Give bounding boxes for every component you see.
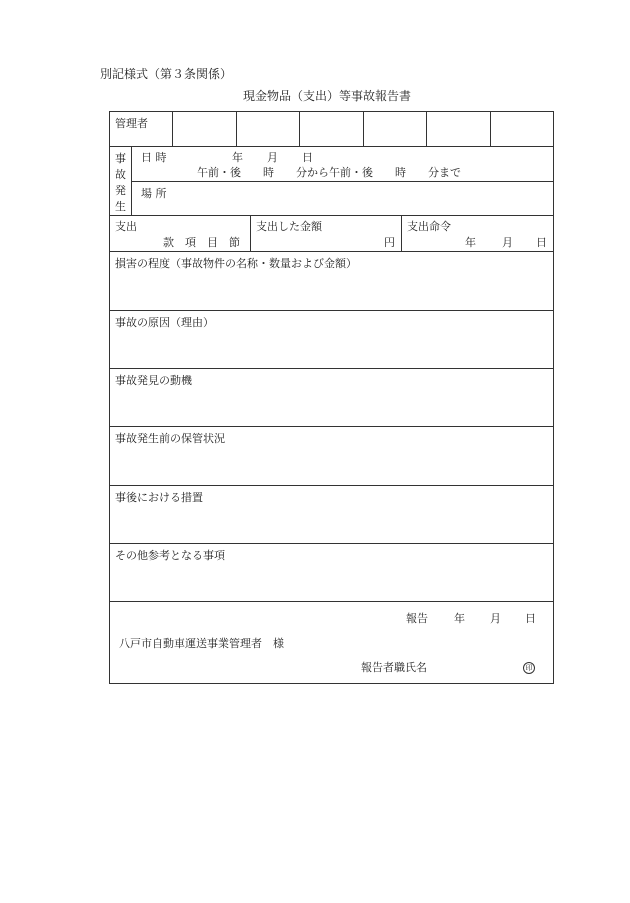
report-year: 年	[454, 612, 465, 625]
section-other-label: その他参考となる事項	[115, 549, 225, 562]
row-divider	[109, 601, 554, 602]
order-year: 年	[465, 236, 476, 249]
section-damage-label: 損害の程度（事故物件の名称・数量および金額）	[115, 257, 357, 270]
manager-cell[interactable]	[237, 112, 298, 145]
place-field[interactable]	[175, 182, 553, 214]
incident-side-char: 発	[115, 184, 126, 197]
order-field[interactable]	[402, 232, 553, 250]
row-divider	[109, 485, 554, 486]
datetime-month: 月	[267, 151, 278, 164]
amount-field[interactable]	[251, 232, 400, 250]
order-day: 日	[536, 236, 547, 249]
section-storage-field[interactable]	[110, 447, 553, 484]
expenditure-categories: 款 項 目 節	[163, 236, 240, 249]
reporter-label: 報告者職氏名	[361, 661, 427, 674]
incident-side-char: 生	[115, 200, 126, 213]
incident-side-char: 事	[115, 152, 126, 165]
row-divider	[109, 368, 554, 369]
manager-cell[interactable]	[427, 112, 489, 145]
incident-side-char: 故	[115, 168, 126, 181]
row-divider	[109, 543, 554, 544]
section-other-field[interactable]	[110, 564, 553, 600]
row-divider	[109, 251, 554, 252]
order-month: 月	[502, 236, 513, 249]
report-day: 日	[525, 612, 536, 625]
seal-icon: 印	[523, 661, 535, 674]
section-discovery-label: 事故発見の動機	[115, 374, 192, 387]
expenditure-label: 支出	[115, 220, 137, 233]
report-label: 報告	[406, 612, 428, 625]
datetime-year: 年	[232, 151, 243, 164]
manager-cell[interactable]	[300, 112, 362, 145]
section-damage-field[interactable]	[110, 272, 553, 309]
amount-yen: 円	[384, 236, 395, 249]
datetime-range: 午前・後 時 分から午前・後 時 分まで	[197, 166, 461, 179]
expenditure-field[interactable]	[110, 232, 249, 250]
section-storage-label: 事故発生前の保管状況	[115, 432, 225, 445]
manager-cell[interactable]	[364, 112, 425, 145]
amount-label: 支出した金額	[256, 220, 322, 233]
manager-cell[interactable]	[491, 112, 553, 145]
manager-cell[interactable]	[173, 112, 235, 145]
row-divider	[109, 310, 554, 311]
datetime-label: 日 時	[141, 151, 167, 164]
order-label: 支出命令	[407, 220, 451, 233]
form-title: 現金物品（支出）等事故報告書	[243, 89, 412, 103]
datetime-day: 日	[302, 151, 313, 164]
report-month: 月	[490, 612, 501, 625]
section-measures-field[interactable]	[110, 506, 553, 542]
form-reference: 別記様式（第３条関係）	[100, 67, 233, 81]
section-discovery-field[interactable]	[110, 389, 553, 425]
reporter-name-field[interactable]	[432, 656, 518, 676]
row-divider	[109, 426, 554, 427]
row-divider	[109, 215, 554, 216]
addressee: 八戸市自動車運送事業管理者 様	[119, 637, 284, 650]
section-cause-field[interactable]	[110, 331, 553, 367]
datetime-field[interactable]	[132, 147, 553, 180]
place-label: 場 所	[141, 187, 167, 200]
section-cause-label: 事故の原因（理由）	[115, 316, 214, 329]
section-measures-label: 事後における措置	[115, 491, 203, 504]
manager-label: 管理者	[115, 117, 148, 130]
